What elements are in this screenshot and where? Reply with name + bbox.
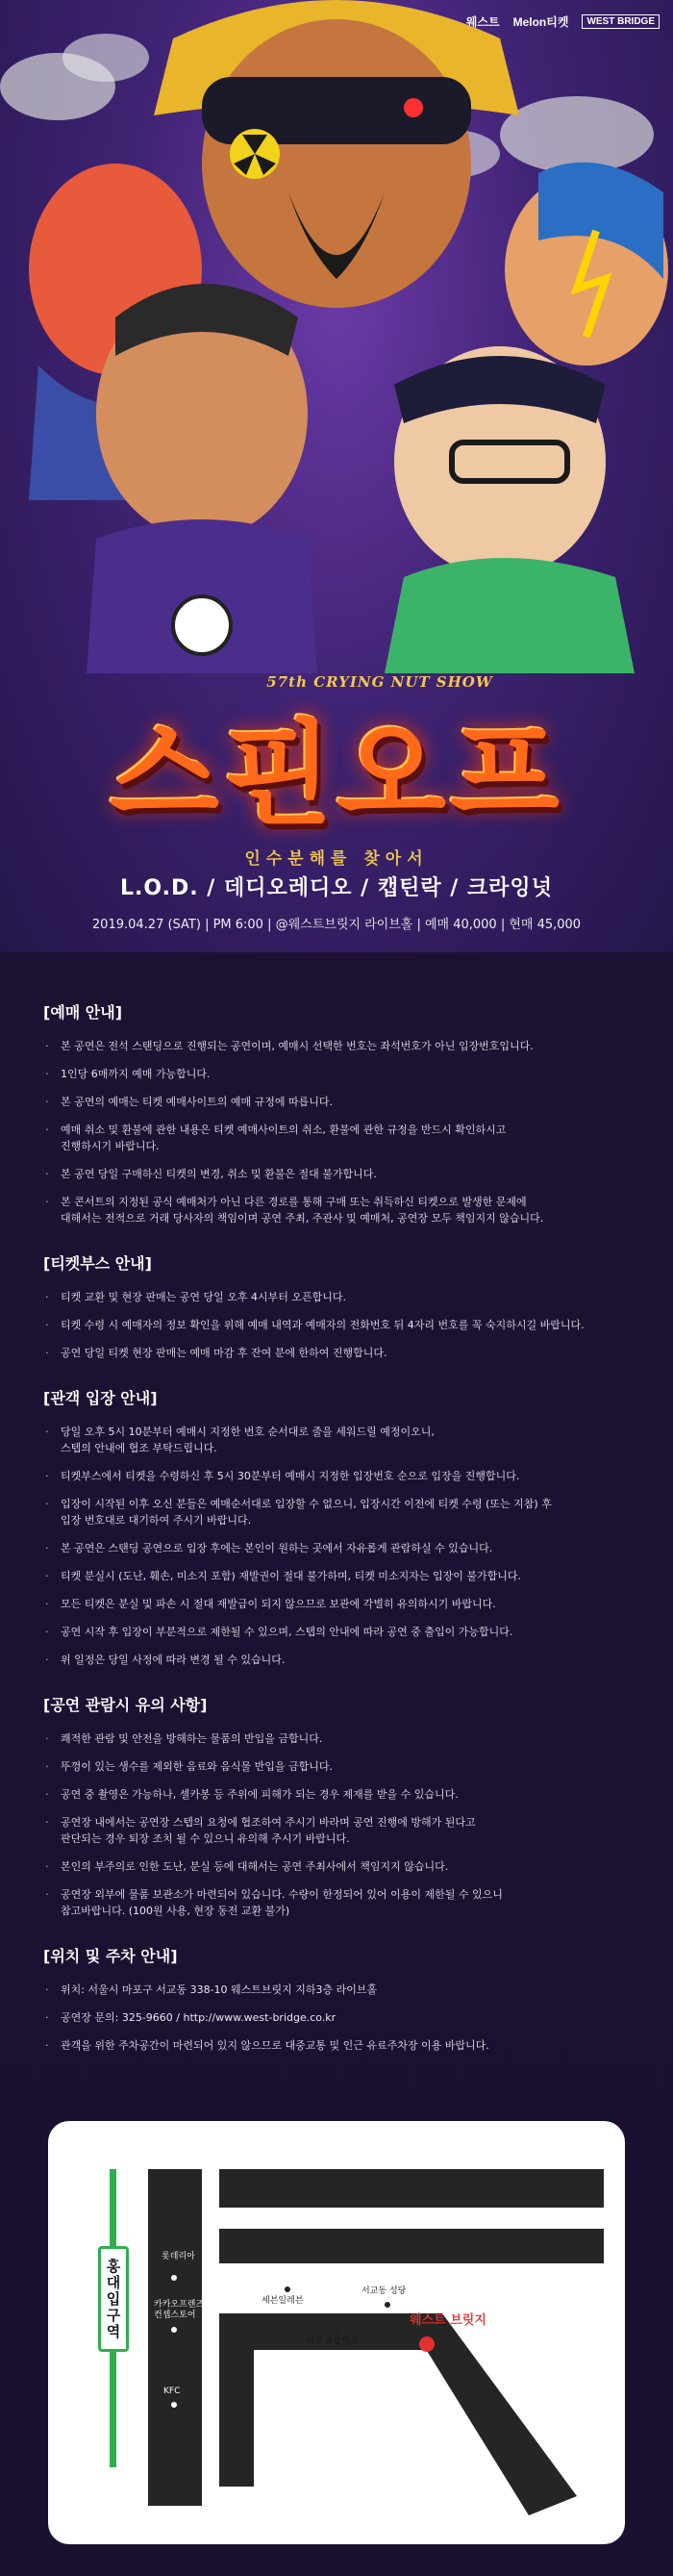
- notice-text: 공연 시작 후 입장이 부분적으로 제한될 수 있으며, 스텝의 안내에 따라 공연 중 출입이 가능합니다.: [61, 1626, 513, 1638]
- notice-item: [43, 1652, 630, 1668]
- show-subtitle-kr: 인수분해를 찾아서: [244, 849, 429, 869]
- bullet-icon: ·: [45, 1291, 49, 1303]
- notice-section: [43, 1693, 630, 1919]
- label-lotteria: 롯데리아: [162, 2252, 195, 2261]
- notice-sections: [0, 1000, 673, 2079]
- bullet-icon: ·: [45, 1654, 49, 1666]
- kakao-dot: [171, 2327, 177, 2333]
- notice-text: 공연 당일 티켓 현장 판매는 예매 마감 후 잔여 분에 한하여 진행합니다.: [61, 1347, 387, 1359]
- bullet-icon: ·: [45, 1470, 49, 1482]
- notice-item: [43, 1066, 630, 1082]
- notice-item: [43, 1289, 630, 1305]
- section-title: [티켓부스 안내]: [43, 1254, 152, 1273]
- notice-text: 본 콘서트의 지정된 공식 예매처가 아닌 다른 경로를 통해 구매 또는 취득하신 티켓으로 발생한 문제에 대해서는 전적으로 거래 당사자의 책임이며 공연 주최, 주관사 및 예매처, 공연장 모두 책임지지 않습니다.: [61, 1196, 544, 1225]
- notice-text: 위치: 서울시 마포구 서교동 338-10 웨스트브릿지 지하3층 라이브홀: [61, 1983, 378, 1996]
- notice-text: 본인의 부주의로 인한 도난, 분실 등에 대해서는 공연 주최사에서 책임지지 않습니다.: [61, 1860, 449, 1873]
- event-poster: [0, 0, 673, 952]
- venue-label: 웨스트 브릿지: [410, 2313, 486, 2328]
- bullet-icon: ·: [45, 1319, 49, 1331]
- logo-west-bridge: WEST BRIDGE: [582, 14, 660, 29]
- bullet-icon: ·: [45, 1598, 49, 1610]
- notice-item: [43, 1568, 630, 1584]
- notice-item: [43, 1122, 630, 1154]
- notice-text: 뚜껑이 있는 생수를 제외한 음료와 음식물 반입을 금합니다.: [61, 1760, 333, 1773]
- seven-eleven-dot: [285, 2286, 290, 2292]
- notice-item: [43, 1858, 630, 1875]
- lotteria-dot: [171, 2275, 177, 2281]
- bullet-icon: ·: [45, 1570, 49, 1582]
- location-map: [48, 2121, 625, 2544]
- section-title: [관객 입장 안내]: [43, 1389, 158, 1407]
- notice-item: [43, 1540, 630, 1556]
- notice-item: [43, 1496, 630, 1528]
- notice-item: [43, 1166, 630, 1182]
- bullet-icon: ·: [45, 1426, 49, 1438]
- notice-item: [43, 2009, 630, 2026]
- notice-text: 입장이 시작된 이후 오신 분들은 예매순서대로 입장할 수 없으니, 입장시간 이전에 티켓 수령 (또는 지참) 후 입장 번호대로 대기하여 주시기 바랍니다.: [61, 1498, 552, 1527]
- label-kfc: KFC: [163, 2387, 181, 2396]
- notice-text: 위 일정은 당일 사정에 따라 변경 될 수 있습니다.: [61, 1654, 286, 1666]
- notice-section: [43, 1251, 630, 1361]
- label-kakao-friends: 카카오프렌즈 컨셉스토어: [154, 2300, 205, 2320]
- bullet-icon: ·: [45, 1068, 49, 1080]
- notice-item: [43, 2037, 630, 2054]
- notice-item: [43, 1345, 630, 1361]
- bullet-icon: ·: [45, 1983, 49, 1996]
- notice-item: [43, 1038, 630, 1054]
- show-subtitle-en: 57th CRYING NUT SHOW: [266, 673, 493, 691]
- performance-info: 2019.04.27 (SAT) | PM 6:00 | @웨스트브릿지 라이브홀 | 예매 40,000 | 현매 45,000: [91, 918, 582, 932]
- bullet-icon: ·: [45, 1860, 49, 1873]
- notice-section: [43, 1386, 630, 1668]
- logo-westbridge: 웨스트: [465, 15, 500, 29]
- notice-text: 본 공연은 스탠딩 공연으로 입장 후에는 본인이 원하는 곳에서 자유롭게 관람하실 수 있습니다.: [61, 1542, 493, 1554]
- notice-text: 티켓 수령 시 예매자의 정보 확인을 위해 예매 내역과 예매자의 전화번호 뒤 4자리 번호를 꼭 숙지하시길 바랍니다.: [61, 1319, 585, 1331]
- bullet-icon: ·: [45, 2039, 49, 2052]
- notice-text: 티켓부스에서 티켓을 수령하신 후 5시 30분부터 예매시 지정한 입장번호 순으로 입장을 진행합니다.: [61, 1470, 520, 1482]
- bullet-icon: ·: [45, 1498, 49, 1510]
- kfc-dot: [171, 2402, 177, 2408]
- notice-text: 쾌적한 관람 및 안전을 방해하는 물품의 반입을 금합니다.: [61, 1732, 323, 1745]
- notice-item: [43, 1982, 630, 1998]
- notice-text: 본 공연은 전석 스탠딩으로 진행되는 공연이며, 예매시 선택한 번호는 좌석번호가 아닌 입장번호입니다.: [61, 1040, 534, 1052]
- bullet-icon: ·: [45, 1196, 49, 1208]
- notice-section: [43, 1000, 630, 1226]
- bullet-icon: ·: [45, 1788, 49, 1801]
- notice-item: [43, 1596, 630, 1612]
- section-title: [예매 안내]: [43, 1003, 123, 1022]
- logo-melon-ticket: Melon티켓: [512, 15, 569, 29]
- notice-text: 본 공연 당일 구매하신 티켓의 변경, 취소 및 환불은 절대 불가합니다.: [61, 1168, 377, 1180]
- section-title: [위치 및 주차 안내]: [43, 1947, 178, 1965]
- bullet-icon: ·: [45, 1542, 49, 1554]
- notice-item: [43, 1194, 630, 1226]
- notice-text: 공연장 문의: 325-9660 / http://www.west-bridge.co.kr: [61, 2011, 336, 2024]
- notice-item: [43, 1786, 630, 1803]
- bullet-icon: ·: [45, 1732, 49, 1745]
- lineup: L.O.D. / 데디오레디오 / 캡틴락 / 크라잉넛: [120, 876, 553, 900]
- notice-text: 공연장 내에서는 공연장 스텝의 요청에 협조하여 주시기 바라며 공연 진행에 방해가 된다고 판단되는 경우 퇴장 조치 될 수 있으니 유의해 주시기 바랍니다.: [61, 1816, 476, 1845]
- station-label: 홍대입구역: [104, 2258, 122, 2340]
- notice-item: [43, 1468, 630, 1484]
- notice-item: [43, 1886, 630, 1919]
- bullet-icon: ·: [45, 1168, 49, 1180]
- bullet-icon: ·: [45, 2011, 49, 2024]
- notice-item: [43, 1317, 630, 1333]
- bullet-icon: ·: [45, 1040, 49, 1052]
- bullet-icon: ·: [45, 1816, 49, 1829]
- notice-text: 본 공연의 예매는 티켓 예매사이트의 예매 규정에 따릅니다.: [61, 1096, 333, 1108]
- section-title: [공연 관람시 유의 사항]: [43, 1696, 208, 1714]
- band-illustration: [0, 0, 673, 673]
- notice-text: 예매 취소 및 환불에 관한 내용은 티켓 예매사이트의 취소, 환불에 관한 규정을 반드시 확인하시고 진행하시기 바랍니다.: [61, 1124, 507, 1152]
- notice-text: 관객을 위한 주차공간이 마련되어 있지 않으므로 대중교통 및 인근 유료주차장 이용 바랍니다.: [61, 2039, 489, 2052]
- notice-text: 티켓 분실시 (도난, 훼손, 미소지 포함) 재발권이 절대 불가하며, 티켓 미소지자는 입장이 불가합니다.: [61, 1570, 521, 1582]
- school-dot: [333, 2327, 338, 2333]
- bullet-icon: ·: [45, 1760, 49, 1773]
- venue-marker: [419, 2336, 435, 2352]
- notice-item: [43, 1624, 630, 1640]
- notice-text: 공연 중 촬영은 가능하나, 셀카봉 등 주위에 피해가 되는 경우 제재를 받을 수 있습니다.: [61, 1788, 459, 1801]
- bullet-icon: ·: [45, 1124, 49, 1136]
- label-church: 서교동 성당: [361, 2286, 407, 2296]
- notice-text: 당일 오후 5시 10분부터 예매시 지정한 번호 순서대로 줄을 세워드릴 예정이오니, 스텝의 안내에 협조 부탁드립니다.: [61, 1426, 435, 1454]
- notice-item: [43, 1814, 630, 1847]
- notice-text: 1인당 6매까지 예매 가능합니다.: [61, 1068, 211, 1080]
- notice-item: [43, 1758, 630, 1775]
- diagonal-road: [48, 2121, 625, 2544]
- notice-item: [43, 1424, 630, 1456]
- notice-item: [43, 1094, 630, 1110]
- bullet-icon: ·: [45, 1347, 49, 1359]
- notice-text: 모든 티켓은 분실 및 파손 시 절대 재발급이 되지 않으므로 보관에 각별히 유의하시기 바랍니다.: [61, 1598, 496, 1610]
- label-seven-eleven: 세븐일레븐: [262, 2296, 304, 2306]
- notice-item: [43, 1730, 630, 1747]
- notice-text: 티켓 교환 및 현장 판매는 공연 당일 오후 4시부터 오픈합니다.: [61, 1291, 346, 1303]
- label-school: 서교 초등학교: [306, 2336, 360, 2346]
- bullet-icon: ·: [45, 1626, 49, 1638]
- show-title: 스핀오프: [110, 708, 563, 841]
- bullet-icon: ·: [45, 1888, 49, 1901]
- church-dot: [385, 2302, 390, 2308]
- notice-text: 공연장 외부에 물품 보관소가 마련되어 있습니다. 수량이 한정되어 있어 이용이 제한될 수 있으니 참고바랍니다. (100원 사용, 현장 동전 교환 불가): [61, 1888, 503, 1917]
- notice-section: [43, 1944, 630, 2054]
- bullet-icon: ·: [45, 1096, 49, 1108]
